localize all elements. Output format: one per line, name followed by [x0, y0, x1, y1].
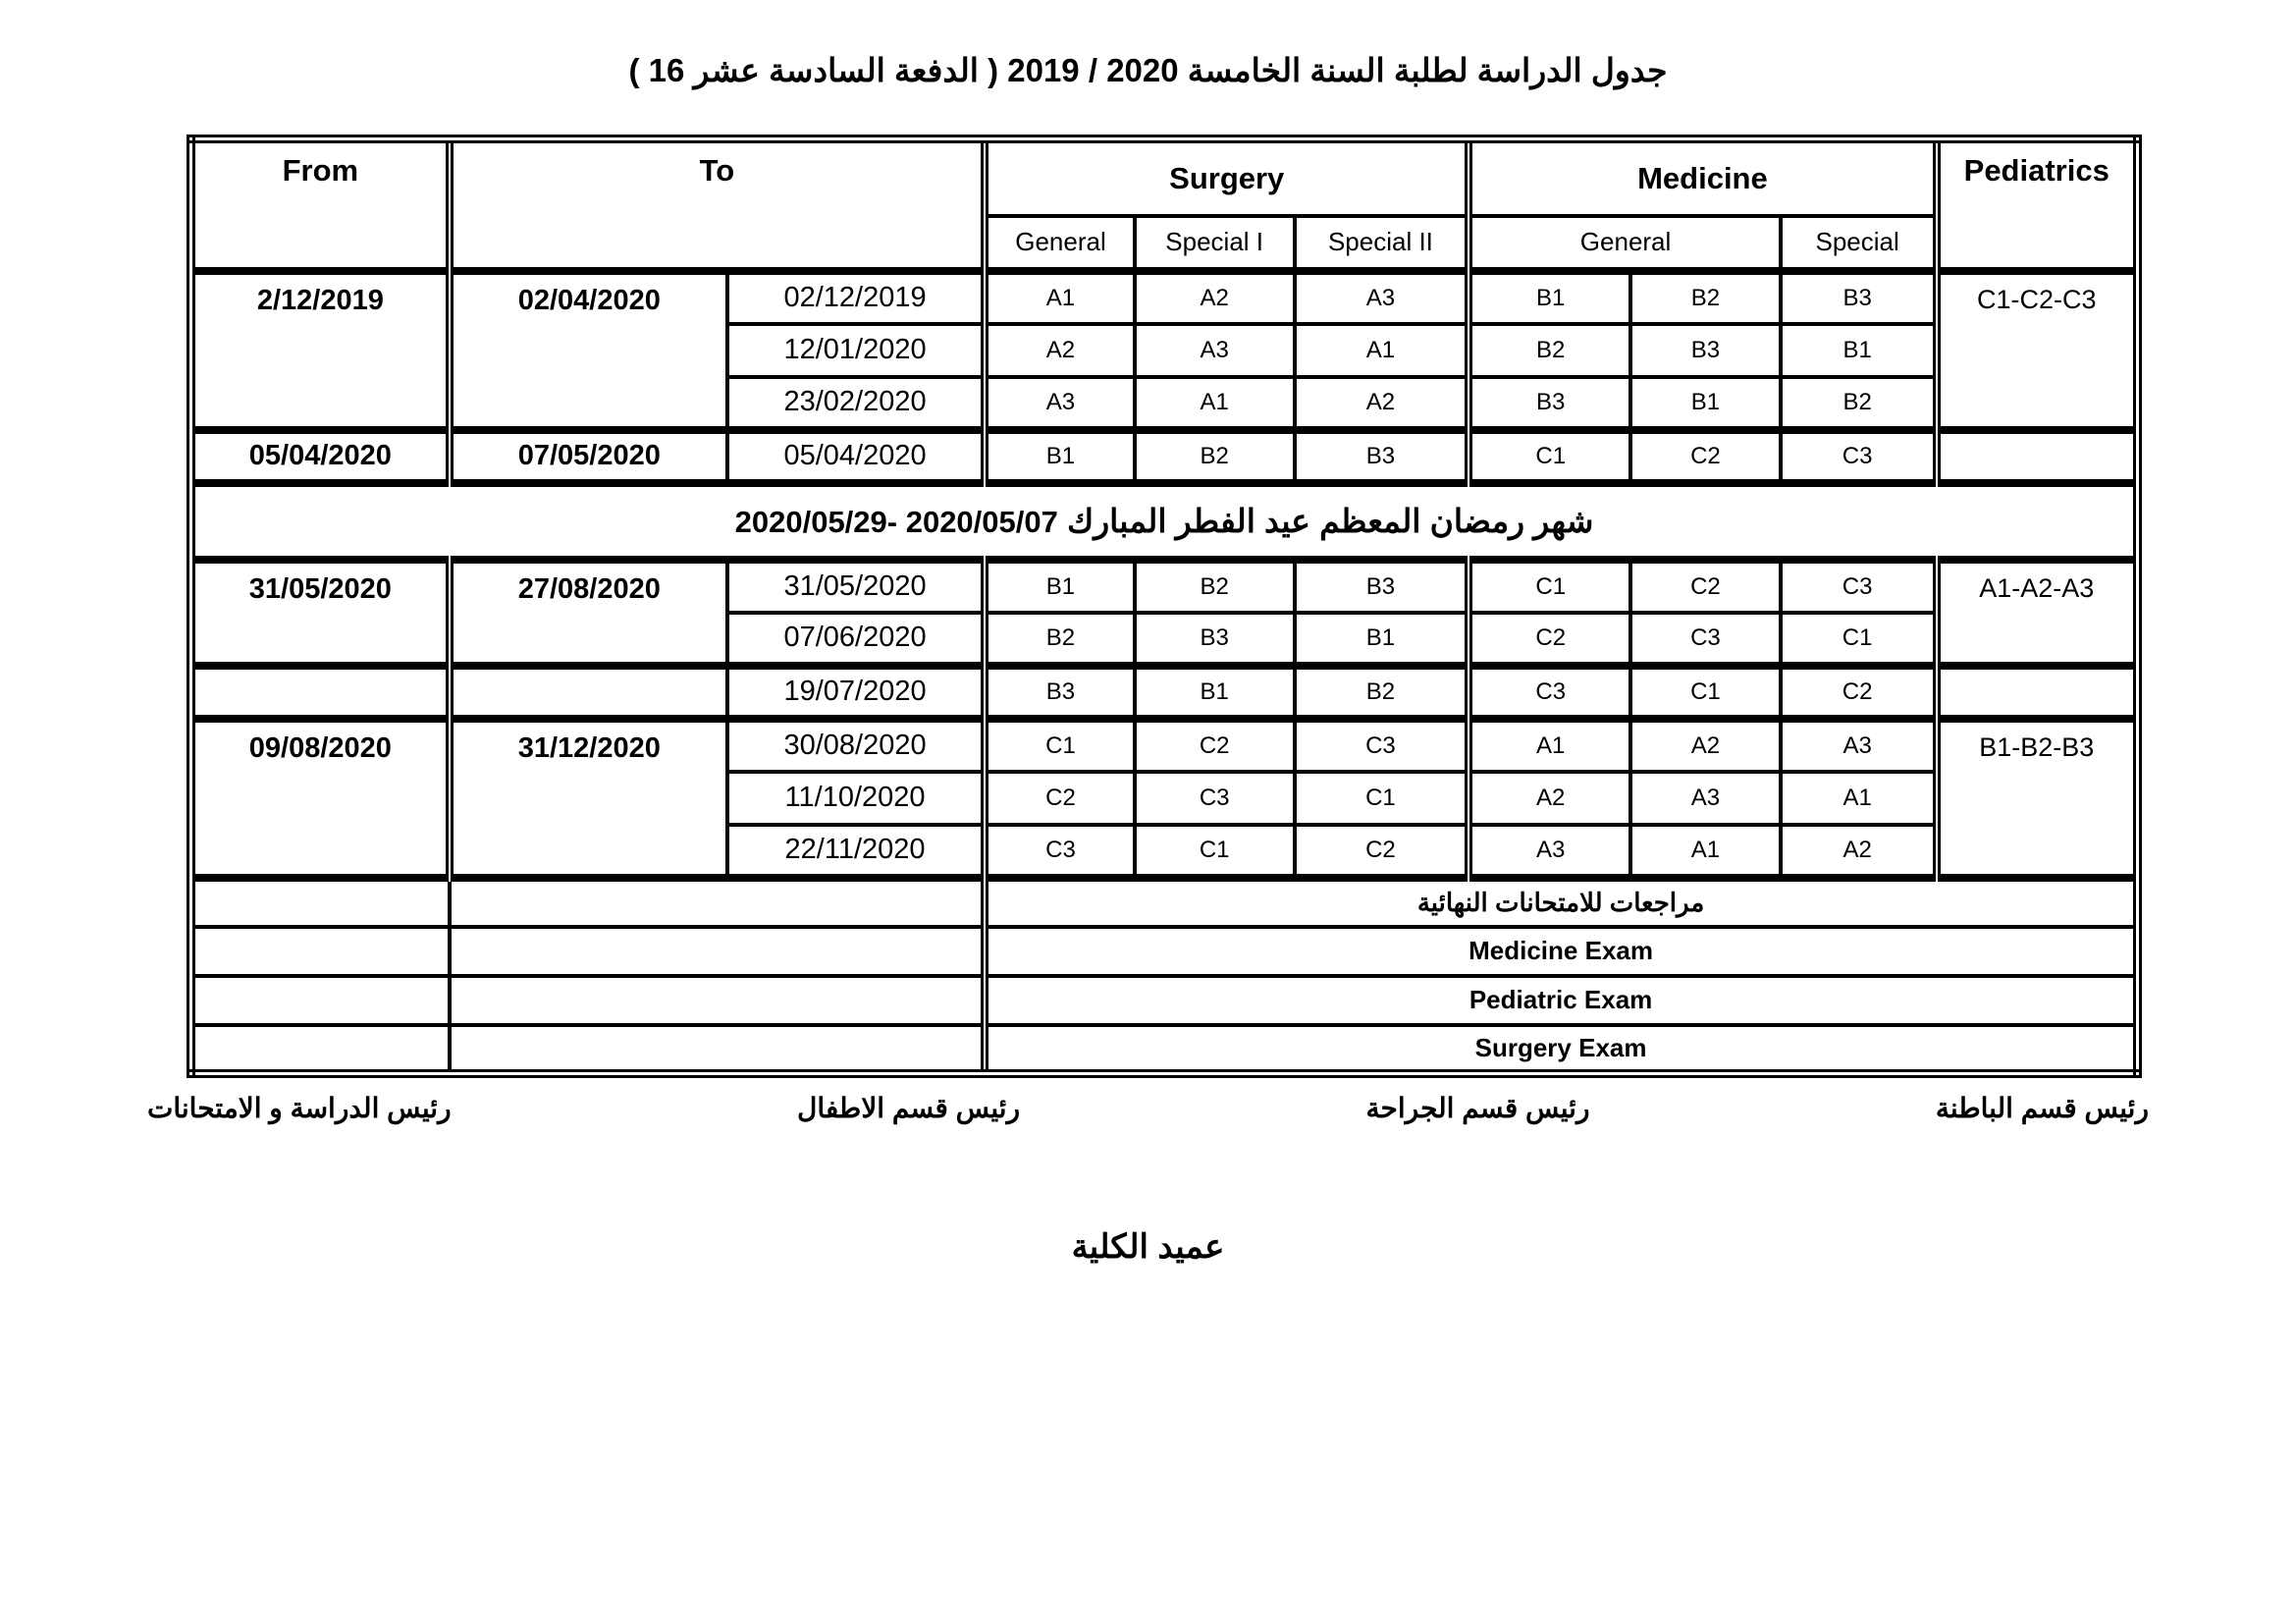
final-exam-review-row: مراجعات للامتحانات النهائية — [985, 878, 2137, 927]
cell-empty — [191, 878, 450, 927]
cell-group: C3 — [985, 825, 1135, 878]
cell-date: 07/06/2020 — [727, 613, 985, 666]
signature-row — [0, 1078, 2296, 1124]
cell-group: B3 — [985, 666, 1135, 719]
surgery-exam-row: Surgery Exam — [985, 1025, 2137, 1074]
cell-group: B2 — [1468, 324, 1630, 377]
cell-group: C3 — [1630, 613, 1781, 666]
cell-date: 30/08/2020 — [727, 719, 985, 772]
cell-empty — [450, 1025, 985, 1074]
cell-group: B1 — [985, 430, 1135, 483]
cell-from — [191, 666, 450, 719]
cell-group: C1 — [1781, 613, 1937, 666]
cell-date: 02/12/2019 — [727, 271, 985, 324]
dean-signature: عميد الكلية — [1071, 1228, 1225, 1266]
cell-group: A3 — [1295, 271, 1469, 324]
ramadan-holiday-dates: 2020/05/29- 2020/05/07 — [734, 505, 1058, 539]
cell-group: A3 — [985, 377, 1135, 430]
subheader-surgery-general: General — [985, 216, 1135, 271]
cell-group: C2 — [1781, 666, 1937, 719]
cell-group: A3 — [1468, 825, 1630, 878]
cell-group: B3 — [1630, 324, 1781, 377]
cell-pediatrics: A1-A2-A3 — [1937, 560, 2138, 666]
cell-group: B1 — [1468, 271, 1630, 324]
cell-group: B2 — [985, 613, 1135, 666]
cell-group: A2 — [985, 324, 1135, 377]
cell-group: B2 — [1295, 666, 1469, 719]
cell-group: C1 — [1295, 772, 1469, 825]
cell-group: C1 — [1135, 825, 1295, 878]
cell-group: A1 — [1295, 324, 1469, 377]
pediatric-exam-row: Pediatric Exam — [985, 976, 2137, 1025]
cell-date: 12/01/2020 — [727, 324, 985, 377]
cell-group: B3 — [1295, 430, 1469, 483]
page-title: جدول الدراسة لطلبة السنة الخامسة 2020 / 2019 ( الدفعة السادسة عشر 16 ) — [628, 52, 1668, 88]
cell-group: B3 — [1781, 271, 1937, 324]
cell-from: 09/08/2020 — [191, 719, 450, 878]
cell-group: C3 — [1781, 430, 1937, 483]
cell-group: C2 — [1295, 825, 1469, 878]
cell-group: A3 — [1630, 772, 1781, 825]
cell-date: 19/07/2020 — [727, 666, 985, 719]
cell-group: A2 — [1295, 377, 1469, 430]
cell-group: C3 — [1295, 719, 1469, 772]
cell-group: B2 — [1630, 271, 1781, 324]
cell-empty — [191, 1025, 450, 1074]
schedule-table — [187, 135, 2142, 1078]
col-header-from: From — [191, 139, 450, 271]
cell-group: B1 — [1135, 666, 1295, 719]
ramadan-holiday-label: شهر رمضان المعظم عيد الفطر المبارك — [1067, 503, 1594, 539]
cell-from: 31/05/2020 — [191, 560, 450, 666]
cell-group: C2 — [1630, 560, 1781, 613]
cell-group: A1 — [1135, 377, 1295, 430]
cell-from: 05/04/2020 — [191, 430, 450, 483]
cell-group: A3 — [1135, 324, 1295, 377]
cell-pediatrics — [1937, 430, 2138, 483]
cell-pediatrics: B1-B2-B3 — [1937, 719, 2138, 878]
cell-group: C2 — [1135, 719, 1295, 772]
cell-group: A3 — [1781, 719, 1937, 772]
cell-group: B1 — [1781, 324, 1937, 377]
subheader-medicine-special: Special — [1781, 216, 1937, 271]
cell-group: C1 — [1468, 430, 1630, 483]
cell-group: B1 — [1630, 377, 1781, 430]
cell-group: C3 — [1781, 560, 1937, 613]
cell-group: B2 — [1135, 560, 1295, 613]
col-header-medicine: Medicine — [1468, 139, 1936, 216]
cell-to: 02/04/2020 — [450, 271, 727, 430]
cell-date: 11/10/2020 — [727, 772, 985, 825]
cell-group: C1 — [1468, 560, 1630, 613]
cell-group: B1 — [985, 560, 1135, 613]
cell-group: A2 — [1630, 719, 1781, 772]
signature-head-of-medicine: رئيس قسم الباطنة — [1935, 1093, 2149, 1123]
cell-group: A1 — [1630, 825, 1781, 878]
cell-group: C3 — [1468, 666, 1630, 719]
col-header-to: To — [450, 139, 985, 271]
cell-date: 05/04/2020 — [727, 430, 985, 483]
cell-group: C2 — [1630, 430, 1781, 483]
cell-group: C2 — [1468, 613, 1630, 666]
cell-group: A2 — [1468, 772, 1630, 825]
col-header-surgery: Surgery — [985, 139, 1468, 216]
subheader-medicine-general: General — [1468, 216, 1780, 271]
subheader-surgery-special1: Special I — [1135, 216, 1295, 271]
cell-to: 27/08/2020 — [450, 560, 727, 666]
subheader-surgery-special2: Special II — [1295, 216, 1469, 271]
cell-empty — [450, 976, 985, 1025]
cell-group: C2 — [985, 772, 1135, 825]
cell-group: B2 — [1781, 377, 1937, 430]
cell-group: C1 — [1630, 666, 1781, 719]
cell-group: A1 — [1781, 772, 1937, 825]
medicine-exam-row: Medicine Exam — [985, 927, 2137, 976]
cell-to — [450, 666, 727, 719]
signature-head-of-pediatrics: رئيس قسم الاطفال — [797, 1093, 1021, 1123]
cell-date: 31/05/2020 — [727, 560, 985, 613]
cell-group: A2 — [1781, 825, 1937, 878]
ramadan-holiday-row — [191, 483, 2138, 560]
cell-group: B1 — [1295, 613, 1469, 666]
col-header-pediatrics: Pediatrics — [1937, 139, 2138, 271]
cell-group: B3 — [1295, 560, 1469, 613]
cell-group: A1 — [985, 271, 1135, 324]
cell-group: B2 — [1135, 430, 1295, 483]
cell-to: 07/05/2020 — [450, 430, 727, 483]
cell-date: 22/11/2020 — [727, 825, 985, 878]
cell-pediatrics: C1-C2-C3 — [1937, 271, 2138, 430]
cell-group: A1 — [1468, 719, 1630, 772]
cell-group: B3 — [1468, 377, 1630, 430]
signature-head-of-study-exams: رئيس الدراسة و الامتحانات — [147, 1093, 452, 1123]
signature-head-of-surgery: رئيس قسم الجراحة — [1365, 1093, 1590, 1123]
cell-group: B3 — [1135, 613, 1295, 666]
cell-empty — [450, 878, 985, 927]
cell-date: 23/02/2020 — [727, 377, 985, 430]
cell-pediatrics — [1937, 666, 2138, 719]
cell-group: C3 — [1135, 772, 1295, 825]
cell-empty — [191, 927, 450, 976]
cell-group: A2 — [1135, 271, 1295, 324]
cell-group: C1 — [985, 719, 1135, 772]
cell-to: 31/12/2020 — [450, 719, 727, 878]
cell-from: 2/12/2019 — [191, 271, 450, 430]
cell-empty — [450, 927, 985, 976]
cell-empty — [191, 976, 450, 1025]
